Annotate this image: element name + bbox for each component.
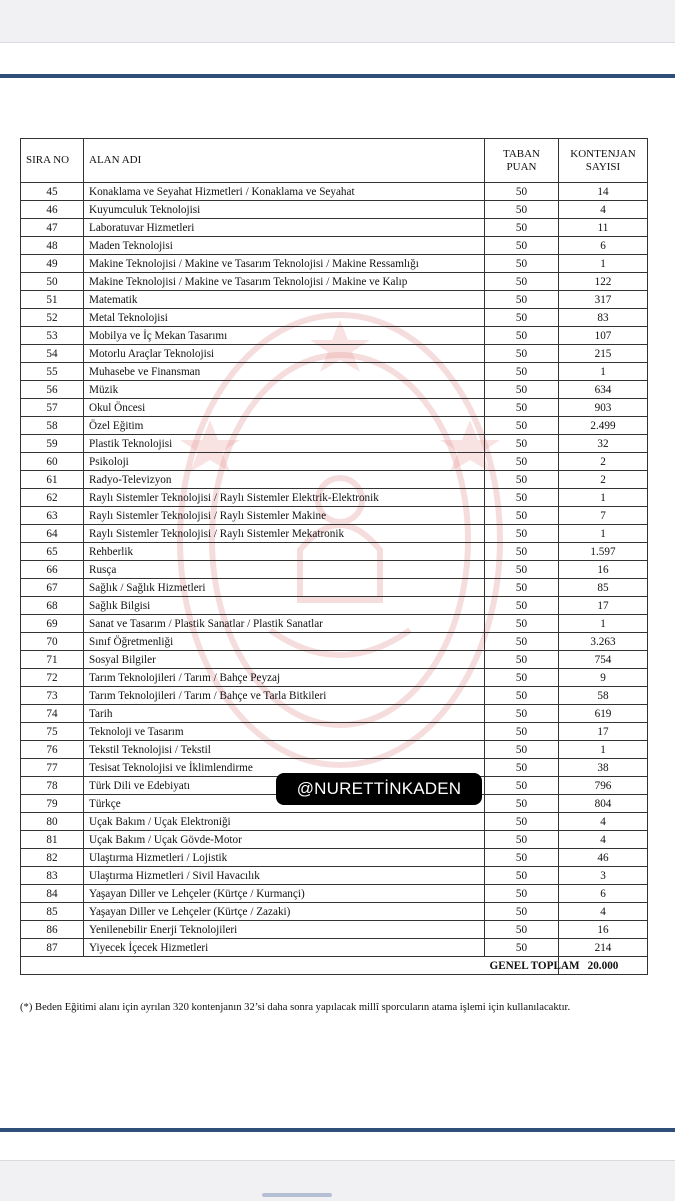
- total-row: [21, 957, 648, 975]
- row-sira-no: 62: [21, 489, 84, 507]
- header-kontenjan-line2: SAYISI: [585, 160, 621, 173]
- row-taban-puan: 50: [485, 741, 559, 759]
- row-taban-puan: 50: [485, 435, 559, 453]
- row-sira-no: 63: [21, 507, 84, 525]
- header-kontenjan: [559, 139, 648, 183]
- row-kontenjan: 3: [559, 867, 648, 885]
- row-alan-adi: Konaklama ve Seyahat Hizmetleri / Konaklama ve Seyahat: [84, 183, 485, 201]
- row-taban-puan: 50: [485, 849, 559, 867]
- row-taban-puan: 50: [485, 939, 559, 957]
- table-row: [21, 741, 648, 759]
- row-sira-no: 50: [21, 273, 84, 291]
- row-sira-no: 74: [21, 705, 84, 723]
- header-taban-puan: [485, 139, 559, 183]
- row-kontenjan: 215: [559, 345, 648, 363]
- table-row: [21, 489, 648, 507]
- row-sira-no: 84: [21, 885, 84, 903]
- total-spacer: [21, 957, 485, 975]
- row-taban-puan: 50: [485, 543, 559, 561]
- row-sira-no: 47: [21, 219, 84, 237]
- row-taban-puan: 50: [485, 201, 559, 219]
- row-taban-puan: 50: [485, 291, 559, 309]
- table-row: [21, 687, 648, 705]
- row-alan-adi: Sanat ve Tasarım / Plastik Sanatlar / Plastik Sanatlar: [84, 615, 485, 633]
- row-taban-puan: 50: [485, 453, 559, 471]
- row-kontenjan: 754: [559, 651, 648, 669]
- row-kontenjan: 9: [559, 669, 648, 687]
- row-sira-no: 54: [21, 345, 84, 363]
- top-divider: [0, 74, 675, 78]
- row-alan-adi: Ulaştırma Hizmetleri / Lojistik: [84, 849, 485, 867]
- row-kontenjan: 1: [559, 255, 648, 273]
- table-row: [21, 543, 648, 561]
- header-sira-no: SIRA NO: [21, 139, 84, 183]
- row-kontenjan: 16: [559, 561, 648, 579]
- row-taban-puan: 50: [485, 795, 559, 813]
- row-kontenjan: 796: [559, 777, 648, 795]
- row-sira-no: 46: [21, 201, 84, 219]
- row-sira-no: 80: [21, 813, 84, 831]
- row-sira-no: 60: [21, 453, 84, 471]
- row-alan-adi: Türk Dili ve Edebiyatı: [84, 777, 485, 795]
- row-kontenjan: 17: [559, 723, 648, 741]
- row-sira-no: 70: [21, 633, 84, 651]
- table-row: [21, 435, 648, 453]
- row-sira-no: 81: [21, 831, 84, 849]
- table-row: [21, 867, 648, 885]
- row-kontenjan: 2: [559, 471, 648, 489]
- table-row: [21, 831, 648, 849]
- row-taban-puan: 50: [485, 669, 559, 687]
- row-kontenjan: 3.263: [559, 633, 648, 651]
- row-alan-adi: Makine Teknolojisi / Makine ve Tasarım Teknolojisi / Makine ve Kalıp: [84, 273, 485, 291]
- table-row: [21, 633, 648, 651]
- row-taban-puan: 50: [485, 183, 559, 201]
- row-taban-puan: 50: [485, 417, 559, 435]
- row-sira-no: 67: [21, 579, 84, 597]
- row-alan-adi: Radyo-Televizyon: [84, 471, 485, 489]
- row-alan-adi: Mobilya ve İç Mekan Tasarımı: [84, 327, 485, 345]
- table-row: [21, 903, 648, 921]
- row-kontenjan: 17: [559, 597, 648, 615]
- row-taban-puan: 50: [485, 507, 559, 525]
- watermark-handle-badge: @NURETTİNKADEN: [276, 773, 482, 805]
- row-alan-adi: Muhasebe ve Finansman: [84, 363, 485, 381]
- row-kontenjan: 1: [559, 363, 648, 381]
- home-indicator: [262, 1193, 332, 1197]
- row-taban-puan: 50: [485, 327, 559, 345]
- row-sira-no: 69: [21, 615, 84, 633]
- row-alan-adi: Türkçe: [84, 795, 485, 813]
- row-taban-puan: 50: [485, 237, 559, 255]
- row-alan-adi: Psikoloji: [84, 453, 485, 471]
- table-row: [21, 237, 648, 255]
- row-sira-no: 82: [21, 849, 84, 867]
- row-alan-adi: Yiyecek İçecek Hizmetleri: [84, 939, 485, 957]
- row-taban-puan: 50: [485, 615, 559, 633]
- row-kontenjan: 4: [559, 813, 648, 831]
- row-kontenjan: 1: [559, 489, 648, 507]
- row-kontenjan: 32: [559, 435, 648, 453]
- row-kontenjan: 1: [559, 525, 648, 543]
- table-row: [21, 939, 648, 957]
- total-label: GENEL TOPLAM: [485, 957, 559, 975]
- row-alan-adi: Okul Öncesi: [84, 399, 485, 417]
- header-taban-line2: PUAN: [506, 160, 537, 173]
- row-kontenjan: 1: [559, 615, 648, 633]
- row-alan-adi: Kuyumculuk Teknolojisi: [84, 201, 485, 219]
- row-kontenjan: 38: [559, 759, 648, 777]
- row-sira-no: 68: [21, 597, 84, 615]
- row-kontenjan: 4: [559, 903, 648, 921]
- row-taban-puan: 50: [485, 633, 559, 651]
- table-row: [21, 813, 648, 831]
- row-alan-adi: Tekstil Teknolojisi / Tekstil: [84, 741, 485, 759]
- row-kontenjan: 11: [559, 219, 648, 237]
- row-alan-adi: Sınıf Öğretmenliği: [84, 633, 485, 651]
- row-alan-adi: Ulaştırma Hizmetleri / Sivil Havacılık: [84, 867, 485, 885]
- row-taban-puan: 50: [485, 309, 559, 327]
- row-sira-no: 85: [21, 903, 84, 921]
- row-alan-adi: Yaşayan Diller ve Lehçeler (Kürtçe / Kurmançi): [84, 885, 485, 903]
- row-alan-adi: Tesisat Teknolojisi ve İklimlendirme: [84, 759, 485, 777]
- row-sira-no: 83: [21, 867, 84, 885]
- row-alan-adi: Plastik Teknolojisi: [84, 435, 485, 453]
- table-row: [21, 561, 648, 579]
- row-alan-adi: Makine Teknolojisi / Makine ve Tasarım Teknolojisi / Makine Ressamlığı: [84, 255, 485, 273]
- table-row: [21, 327, 648, 345]
- row-kontenjan: 903: [559, 399, 648, 417]
- row-alan-adi: Özel Eğitim: [84, 417, 485, 435]
- row-alan-adi: Sağlık Bilgisi: [84, 597, 485, 615]
- row-sira-no: 53: [21, 327, 84, 345]
- row-sira-no: 52: [21, 309, 84, 327]
- row-kontenjan: 2.499: [559, 417, 648, 435]
- row-sira-no: 75: [21, 723, 84, 741]
- row-taban-puan: 50: [485, 345, 559, 363]
- row-sira-no: 64: [21, 525, 84, 543]
- row-alan-adi: Laboratuvar Hizmetleri: [84, 219, 485, 237]
- row-sira-no: 48: [21, 237, 84, 255]
- row-kontenjan: 83: [559, 309, 648, 327]
- row-kontenjan: 1: [559, 741, 648, 759]
- row-alan-adi: Sağlık / Sağlık Hizmetleri: [84, 579, 485, 597]
- table-row: [21, 723, 648, 741]
- row-alan-adi: Sosyal Bilgiler: [84, 651, 485, 669]
- row-taban-puan: 50: [485, 561, 559, 579]
- table-row: [21, 525, 648, 543]
- table-row: [21, 615, 648, 633]
- row-kontenjan: 4: [559, 201, 648, 219]
- row-sira-no: 87: [21, 939, 84, 957]
- table-row: [21, 273, 648, 291]
- row-sira-no: 51: [21, 291, 84, 309]
- row-kontenjan: 619: [559, 705, 648, 723]
- table-row: [21, 201, 648, 219]
- row-taban-puan: 50: [485, 525, 559, 543]
- table-row: [21, 381, 648, 399]
- row-sira-no: 59: [21, 435, 84, 453]
- row-alan-adi: Rehberlik: [84, 543, 485, 561]
- row-sira-no: 71: [21, 651, 84, 669]
- header-taban-line1: TABAN: [502, 147, 540, 160]
- row-alan-adi: Uçak Bakım / Uçak Elektroniği: [84, 813, 485, 831]
- row-kontenjan: 14: [559, 183, 648, 201]
- row-taban-puan: 50: [485, 867, 559, 885]
- row-sira-no: 79: [21, 795, 84, 813]
- row-taban-puan: 50: [485, 219, 559, 237]
- row-sira-no: 65: [21, 543, 84, 561]
- row-alan-adi: Yaşayan Diller ve Lehçeler (Kürtçe / Zazaki): [84, 903, 485, 921]
- table-row: [21, 363, 648, 381]
- row-taban-puan: 50: [485, 705, 559, 723]
- row-taban-puan: 50: [485, 813, 559, 831]
- header-kontenjan-line1: KONTENJAN: [570, 147, 636, 160]
- row-sira-no: 45: [21, 183, 84, 201]
- row-sira-no: 86: [21, 921, 84, 939]
- row-kontenjan: 107: [559, 327, 648, 345]
- bottom-divider: [0, 1128, 675, 1132]
- row-taban-puan: 50: [485, 255, 559, 273]
- row-alan-adi: Yenilenebilir Enerji Teknolojileri: [84, 921, 485, 939]
- row-alan-adi: Matematik: [84, 291, 485, 309]
- table-row: [21, 507, 648, 525]
- table-row: [21, 255, 648, 273]
- table-row: [21, 471, 648, 489]
- table-row: [21, 291, 648, 309]
- row-kontenjan: 58: [559, 687, 648, 705]
- row-taban-puan: 50: [485, 777, 559, 795]
- table-row: [21, 453, 648, 471]
- row-sira-no: 49: [21, 255, 84, 273]
- table-row: [21, 309, 648, 327]
- table-row: [21, 345, 648, 363]
- table-row: [21, 705, 648, 723]
- row-alan-adi: Motorlu Araçlar Teknolojisi: [84, 345, 485, 363]
- row-alan-adi: Rusça: [84, 561, 485, 579]
- row-sira-no: 55: [21, 363, 84, 381]
- row-sira-no: 61: [21, 471, 84, 489]
- table-row: [21, 651, 648, 669]
- row-alan-adi: Tarım Teknolojileri / Tarım / Bahçe Peyzaj: [84, 669, 485, 687]
- row-taban-puan: 50: [485, 363, 559, 381]
- table-header-row: [21, 139, 648, 183]
- row-kontenjan: 214: [559, 939, 648, 957]
- row-taban-puan: 50: [485, 831, 559, 849]
- footnote: (*) Beden Eğitimi alanı için ayrılan 320 kontenjanın 32’si daha sonra yapılacak millî sporcuların atama işlemi için kullanılacaktır.: [20, 1002, 571, 1013]
- row-sira-no: 57: [21, 399, 84, 417]
- row-kontenjan: 6: [559, 237, 648, 255]
- row-kontenjan: 16: [559, 921, 648, 939]
- row-taban-puan: 50: [485, 381, 559, 399]
- row-taban-puan: 50: [485, 651, 559, 669]
- row-alan-adi: Raylı Sistemler Teknolojisi / Raylı Sistemler Elektrik-Elektronik: [84, 489, 485, 507]
- row-taban-puan: 50: [485, 471, 559, 489]
- row-sira-no: 73: [21, 687, 84, 705]
- row-kontenjan: 804: [559, 795, 648, 813]
- row-alan-adi: Raylı Sistemler Teknolojisi / Raylı Sistemler Makine: [84, 507, 485, 525]
- row-sira-no: 76: [21, 741, 84, 759]
- table-row: [21, 399, 648, 417]
- table-row: [21, 849, 648, 867]
- row-sira-no: 72: [21, 669, 84, 687]
- row-taban-puan: 50: [485, 687, 559, 705]
- table-row: [21, 183, 648, 201]
- table-row: [21, 579, 648, 597]
- row-alan-adi: Uçak Bakım / Uçak Gövde-Motor: [84, 831, 485, 849]
- row-alan-adi: Tarım Teknolojileri / Tarım / Bahçe ve Tarla Bitkileri: [84, 687, 485, 705]
- row-sira-no: 77: [21, 759, 84, 777]
- row-alan-adi: Maden Teknolojisi: [84, 237, 485, 255]
- row-taban-puan: 50: [485, 759, 559, 777]
- table-row: [21, 417, 648, 435]
- row-taban-puan: 50: [485, 579, 559, 597]
- quota-table: [20, 138, 648, 975]
- row-kontenjan: 122: [559, 273, 648, 291]
- row-kontenjan: 634: [559, 381, 648, 399]
- row-kontenjan: 6: [559, 885, 648, 903]
- row-kontenjan: 85: [559, 579, 648, 597]
- top-bar: [0, 0, 675, 43]
- row-sira-no: 66: [21, 561, 84, 579]
- row-sira-no: 58: [21, 417, 84, 435]
- row-kontenjan: 4: [559, 831, 648, 849]
- row-kontenjan: 1.597: [559, 543, 648, 561]
- row-kontenjan: 2: [559, 453, 648, 471]
- bottom-bar: [0, 1160, 675, 1201]
- row-alan-adi: Tarih: [84, 705, 485, 723]
- row-alan-adi: Raylı Sistemler Teknolojisi / Raylı Sistemler Mekatronik: [84, 525, 485, 543]
- row-taban-puan: 50: [485, 489, 559, 507]
- row-taban-puan: 50: [485, 723, 559, 741]
- row-alan-adi: Müzik: [84, 381, 485, 399]
- table-row: [21, 885, 648, 903]
- row-kontenjan: 46: [559, 849, 648, 867]
- row-alan-adi: Teknoloji ve Tasarım: [84, 723, 485, 741]
- row-taban-puan: 50: [485, 885, 559, 903]
- table-row: [21, 597, 648, 615]
- row-taban-puan: 50: [485, 903, 559, 921]
- row-sira-no: 78: [21, 777, 84, 795]
- row-kontenjan: 7: [559, 507, 648, 525]
- row-taban-puan: 50: [485, 921, 559, 939]
- table-row: [21, 921, 648, 939]
- row-kontenjan: 317: [559, 291, 648, 309]
- total-value: 20.000: [559, 957, 648, 975]
- row-alan-adi: Metal Teknolojisi: [84, 309, 485, 327]
- row-taban-puan: 50: [485, 273, 559, 291]
- table-row: [21, 219, 648, 237]
- row-sira-no: 56: [21, 381, 84, 399]
- row-taban-puan: 50: [485, 597, 559, 615]
- row-taban-puan: 50: [485, 399, 559, 417]
- table-row: [21, 669, 648, 687]
- header-alan-adi: ALAN ADI: [84, 139, 485, 183]
